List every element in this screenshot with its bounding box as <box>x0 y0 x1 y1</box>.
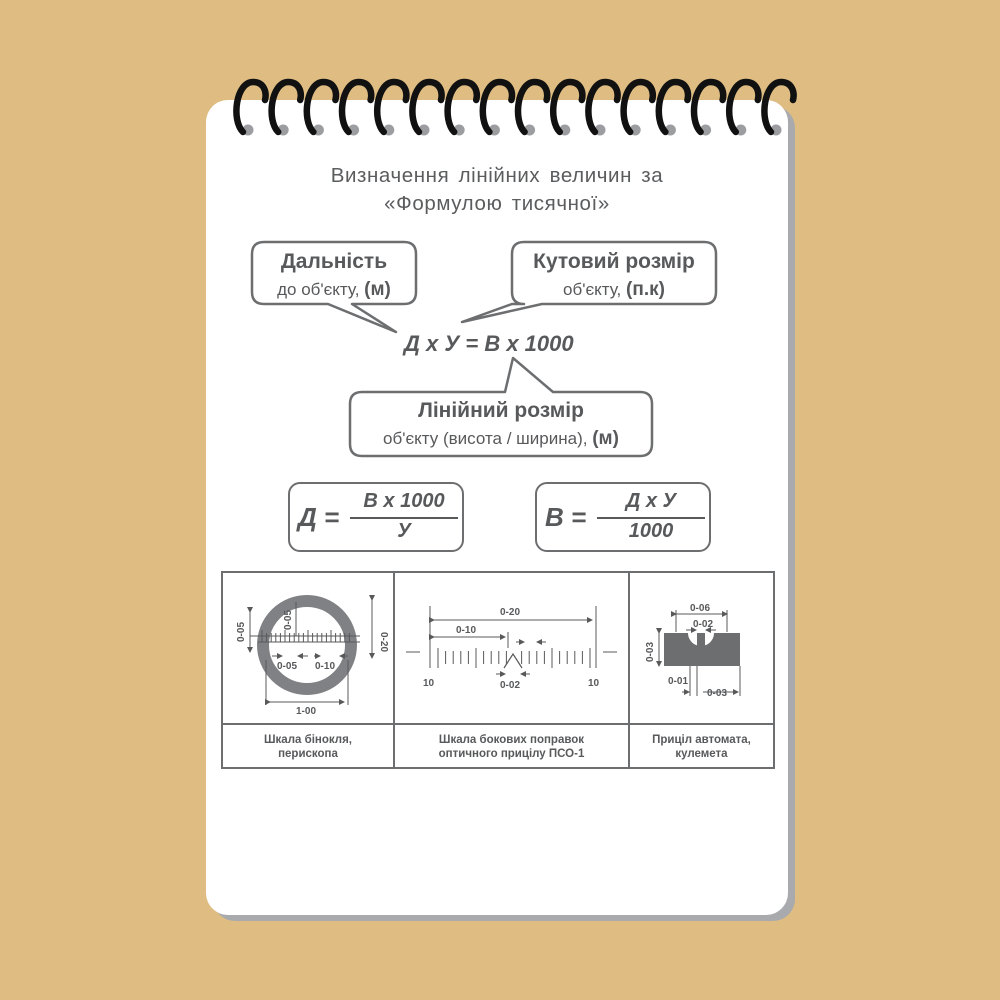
pso-label-020: 0-20 <box>500 607 521 618</box>
binocular-ring <box>263 601 351 689</box>
caption-binocular <box>222 733 394 761</box>
bubble-linear-title: Лінійний розмір <box>418 399 584 422</box>
binocular-label-left: 0-05 <box>236 621 247 642</box>
binocular-label-05: 0-05 <box>277 661 298 672</box>
pso-label-10-right: 10 <box>588 678 600 689</box>
caption-binocular-line-1: Шкала бінокля, <box>264 734 352 746</box>
bubble-linear-subtitle: об'єкту (висота / ширина), (м) <box>383 428 619 449</box>
caption-rifle-line-1: Приціл автомата, <box>652 734 751 746</box>
pso-label-010: 0-10 <box>456 625 477 636</box>
formula-range-numerator: В х 1000 <box>363 490 445 512</box>
caption-pso <box>394 733 629 761</box>
caption-binocular-line-2: перископа <box>278 748 338 760</box>
bubble-angular-title: Кутовий розмір <box>533 250 695 273</box>
bubble-range-subtitle: до об'єкту, (м) <box>277 279 391 300</box>
page-title-line-2: «Формулою тисячної» <box>384 192 610 215</box>
rifle-label-003-bottom: 0-03 <box>707 688 728 699</box>
caption-pso-line-2: оптичного прицілу ПСО-1 <box>438 748 585 760</box>
binocular-label-100: 1-00 <box>296 706 317 717</box>
bubble-range-title: Дальність <box>280 250 388 273</box>
binocular-label-right: 0-20 <box>378 632 389 653</box>
formula-size-lhs: В = <box>545 502 587 532</box>
binocular-reticle <box>250 600 372 705</box>
rifle-label-001: 0-01 <box>668 676 689 687</box>
formula-size-denominator: 1000 <box>628 520 674 542</box>
formula-range-lhs: Д = <box>298 502 340 532</box>
rifle-label-006: 0-06 <box>690 603 711 614</box>
rifle-label-002: 0-02 <box>693 619 714 630</box>
bubble-angular-subtitle: об'єкту, (п.к) <box>563 279 665 300</box>
formula-range-denominator: У <box>397 520 411 542</box>
formula-size-numerator: Д х У <box>625 490 677 512</box>
pso-label-002: 0-02 <box>500 680 521 691</box>
binocular-label-10: 0-10 <box>315 661 336 672</box>
rifle-label-003-left: 0-03 <box>645 641 656 662</box>
caption-rifle <box>629 733 774 761</box>
caption-rifle-line-2: кулемета <box>675 748 728 760</box>
pso-label-10-left: 10 <box>423 678 435 689</box>
main-formula: Д х У = В х 1000 <box>404 331 574 356</box>
binocular-label-top: 0-05 <box>283 609 294 630</box>
page-title-line-1: Визначення лінійних величин за <box>330 164 664 187</box>
caption-pso-line-1: Шкала бокових поправок <box>438 734 585 746</box>
